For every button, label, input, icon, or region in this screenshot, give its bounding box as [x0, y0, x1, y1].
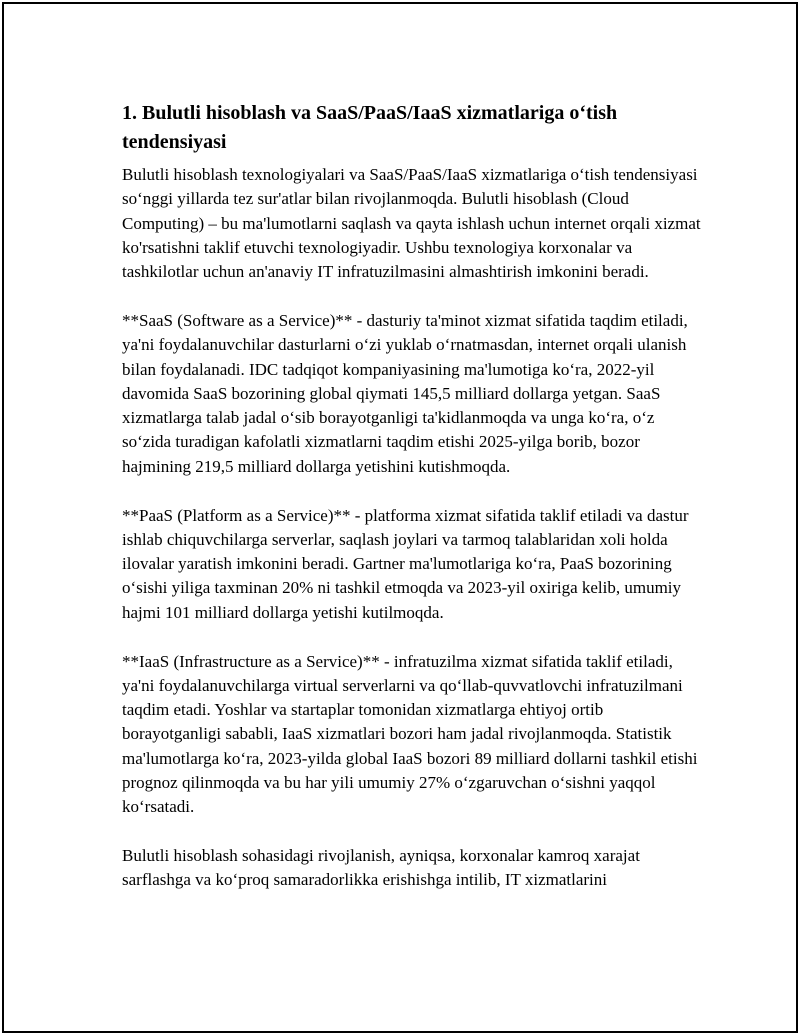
- document-body: [122, 98, 702, 917]
- section-heading: 1. Bulutli hisoblash va SaaS/PaaS/IaaS xizmatlariga oʻtish tendensiyasi: [122, 102, 618, 153]
- paragraph-paas: **PaaS (Platform as a Service)** - platforma xizmat sifatida taklif etiladi va dastur ishlab chiquvchilarga serverlar, saqlash joylari va tarmoq talablaridan xoli holda ilovalar yaratish imkonini beradi. Gartner ma'lumotlariga koʻra, PaaS bozorining oʻsishi yiliga taxminan 20% ni tashkil etmoqda va 2023-yil oxiriga kelib, umumiy hajmi 101 milliard dollarga yetishi kutilmoqda.: [122, 505, 689, 622]
- paragraph-conclusion: Bulutli hisoblash sohasidagi rivojlanish, ayniqsa, korxonalar kamroq xarajat sarflashga va koʻproq samaradorlikka erishishga intilib, IT xizmatlarini: [122, 846, 640, 890]
- paragraph-intro: Bulutli hisoblash texnologiyalari va SaaS/PaaS/IaaS xizmatlariga oʻtish tendensiyasi soʻnggi yillarda tez sur'atlar bilan rivojlanmoqda. Bulutli hisoblash (Cloud Computing) – bu ma'lumotlarni saqlash va qayta ishlash uchun internet orqali xizmat ko'rsatishni taklif etuvchi texnologiyadir. Ushbu texnologiya korxonalar va tashkilotlar uchun an'anaviy IT infratuzilmasini almashtirish imkonini beradi.: [122, 165, 701, 282]
- paragraph-saas: **SaaS (Software as a Service)** - dasturiy ta'minot xizmat sifatida taqdim etiladi, ya'ni foydalanuvchilar dasturlarni oʻzi yuklab oʻrnatmasdan, internet orqali ulanish bilan foydalanadi. IDC tadqiqot kompaniyasining ma'lumotiga koʻra, 2022-yil davomida SaaS bozorining global qiymati 145,5 milliard dollarga yetgan. SaaS xizmatlarga talab jadal oʻsib borayotganligi ta'kidlanmoqda va unga koʻra, oʻz soʻzida turadigan kafolatli xizmatlarni taqdim etishi 2025-yilga borib, bozor hajmining 219,5 milliard dollarga yetishini kutishmoqda.: [122, 310, 688, 476]
- page-frame: [2, 2, 798, 1033]
- paragraph-iaas: **IaaS (Infrastructure as a Service)** - infratuzilma xizmat sifatida taklif etiladi, ya'ni foydalanuvchilarga virtual serverlarni va qoʻllab-quvvatlovchi infratuzilmani taqdim etadi. Yoshlar va startaplar tomonidan xizmatlarga ehtiyoj ortib borayotganligi sababli, IaaS xizmatlari bozori ham jadal rivojlanmoqda. Statistik ma'lumotlarga koʻra, 2023-yilda global IaaS bozori 89 milliard dollarni tashkil etishi prognoz qilinmoqda va bu har yili umumiy 27% oʻzgaruvchan oʻsishni yaqqol koʻrsatadi.: [122, 651, 698, 817]
